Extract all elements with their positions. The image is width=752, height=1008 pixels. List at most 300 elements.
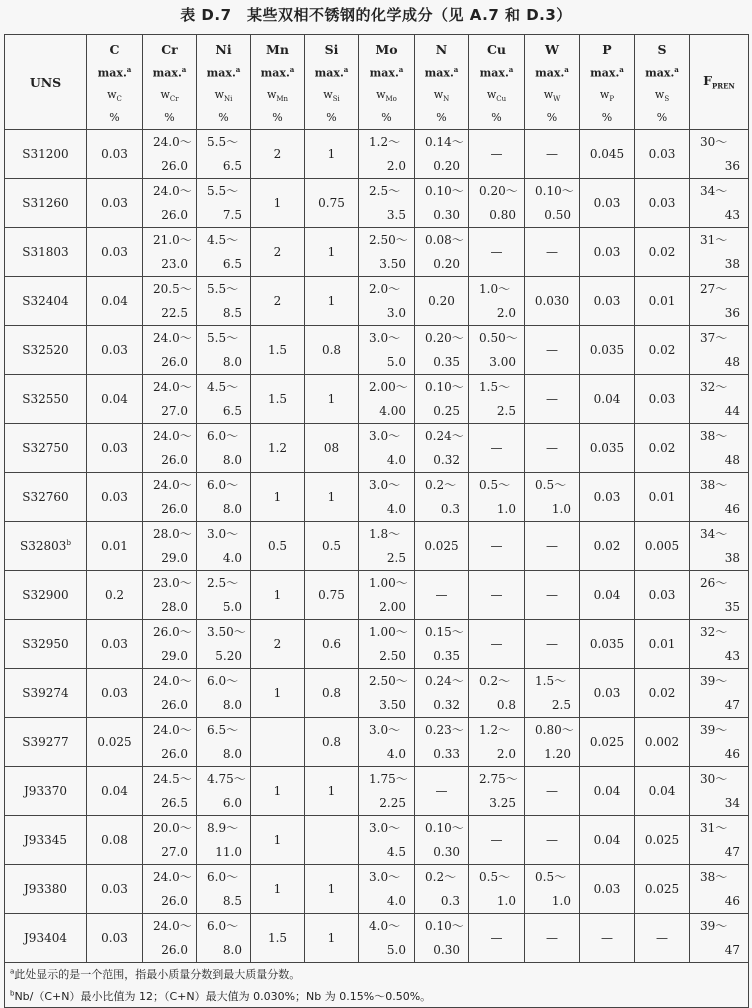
range-max: 4.0 — [386, 747, 406, 761]
range-min: 20.5～ — [153, 282, 192, 296]
range-max: 43 — [724, 208, 740, 222]
value-cell — [635, 375, 690, 424]
single-value: — — [546, 784, 558, 798]
value-cell — [359, 277, 415, 326]
range-min: 1.5～ — [535, 674, 567, 688]
value-cell — [635, 571, 690, 620]
value-cell — [415, 571, 469, 620]
col-symbol: W — [544, 42, 560, 58]
value-cell — [469, 522, 525, 571]
value-cell — [251, 767, 305, 816]
value-cell — [87, 571, 143, 620]
range-min: 34～ — [700, 184, 728, 198]
single-value: 0.03 — [101, 196, 128, 210]
w-symbol: w — [376, 87, 386, 101]
value-cell — [359, 375, 415, 424]
footnote-mark: b — [10, 989, 15, 998]
single-value: 0.035 — [589, 637, 625, 651]
single-value: 1.5 — [267, 931, 288, 945]
single-value: 1 — [273, 196, 282, 210]
value-cell — [580, 571, 635, 620]
value-cell — [305, 473, 359, 522]
range-max: 26.0 — [161, 453, 188, 467]
single-value: 2 — [273, 294, 282, 308]
range-min: 0.08～ — [425, 233, 464, 247]
col-unit: % — [436, 110, 447, 124]
range-max: 4.0 — [386, 894, 406, 908]
col-header-n — [415, 35, 469, 130]
single-value: 0.03 — [101, 931, 128, 945]
value-cell — [305, 375, 359, 424]
value-cell — [359, 326, 415, 375]
single-value: 0.02 — [593, 539, 621, 553]
table-row — [5, 130, 749, 179]
value-cell — [469, 473, 525, 522]
col-unit: % — [656, 110, 668, 124]
value-cell — [359, 130, 415, 179]
max-label: max. — [260, 66, 290, 80]
range-max: 43 — [724, 649, 740, 663]
range-max: 0.8 — [496, 698, 516, 712]
w-subscript: W — [553, 94, 561, 103]
w-subscript: Mn — [276, 94, 289, 103]
range-min: 2.00～ — [369, 380, 408, 394]
col-unit: % — [381, 110, 392, 124]
value-cell — [469, 424, 525, 473]
value-cell — [87, 277, 143, 326]
pren-header — [690, 35, 749, 130]
w-symbol: w — [433, 87, 444, 101]
value-cell — [525, 718, 580, 767]
table-row — [5, 718, 749, 767]
single-value: 0.03 — [101, 882, 128, 896]
range-min: 30～ — [700, 135, 728, 149]
range-max: 8.0 — [222, 943, 242, 957]
value-cell — [359, 571, 415, 620]
range-min: 24.0～ — [153, 135, 192, 149]
range-min: 0.5～ — [535, 870, 567, 884]
range-max: 8.5 — [222, 894, 242, 908]
w-subscript: Cr — [169, 94, 179, 103]
range-max: 4.5 — [386, 845, 406, 859]
range-max: 3.5 — [386, 208, 406, 222]
uns-code: S31200 — [22, 147, 69, 161]
range-min: 6.0～ — [207, 870, 239, 884]
uns-cell — [5, 326, 87, 375]
range-max: 5.20 — [215, 649, 242, 663]
value-cell — [197, 522, 251, 571]
value-cell — [525, 571, 580, 620]
range-min: 3.50～ — [207, 625, 246, 639]
value-cell — [143, 130, 197, 179]
value-cell — [525, 424, 580, 473]
value-cell — [580, 718, 635, 767]
value-cell — [415, 375, 469, 424]
range-max: 47 — [724, 698, 740, 712]
value-cell — [197, 326, 251, 375]
value-cell — [635, 228, 690, 277]
value-cell — [690, 326, 749, 375]
uns-code: J93380 — [24, 882, 67, 896]
value-cell — [635, 669, 690, 718]
pren-symbol: F — [703, 73, 713, 89]
range-max: 0.80 — [489, 208, 516, 222]
range-max: 23.0 — [161, 257, 188, 271]
single-value: 0.2 — [104, 588, 125, 602]
range-max: 26.0 — [161, 894, 188, 908]
uns-code: S32550 — [22, 392, 69, 406]
value-cell — [415, 914, 469, 963]
range-max: 4.00 — [379, 404, 406, 418]
range-min: 24.0～ — [153, 331, 192, 345]
single-value: 0.02 — [648, 686, 676, 700]
value-cell — [143, 326, 197, 375]
value-cell — [359, 816, 415, 865]
range-max: 6.5 — [222, 257, 242, 271]
range-max: 8.0 — [222, 355, 242, 369]
range-min: 37～ — [700, 331, 728, 345]
value-cell — [87, 473, 143, 522]
range-min: 27～ — [700, 282, 728, 296]
range-max: 48 — [724, 453, 740, 467]
col-symbol: N — [435, 42, 448, 58]
range-min: 5.5～ — [207, 135, 239, 149]
range-max: 5.0 — [386, 943, 406, 957]
value-cell — [143, 522, 197, 571]
single-value: 0.04 — [101, 294, 128, 308]
col-header-mn — [251, 35, 305, 130]
value-cell — [690, 277, 749, 326]
single-value: 0.8 — [321, 343, 342, 357]
col-symbol: Cr — [161, 42, 178, 58]
range-max: 34 — [724, 796, 740, 810]
value-cell — [469, 326, 525, 375]
col-header-ni — [197, 35, 251, 130]
range-min: 3.0～ — [369, 870, 401, 884]
single-value: 1 — [327, 147, 336, 161]
single-value: 08 — [323, 441, 340, 455]
w-symbol: w — [654, 87, 665, 101]
single-value: — — [490, 588, 503, 602]
range-max: 26.0 — [161, 943, 188, 957]
table-row — [5, 620, 749, 669]
value-cell — [197, 277, 251, 326]
value-cell — [305, 326, 359, 375]
range-min: 1.00～ — [369, 625, 408, 639]
value-cell — [251, 865, 305, 914]
range-min: 6.0～ — [207, 919, 239, 933]
range-max: 38 — [724, 257, 740, 271]
w-subscript: Ni — [224, 94, 233, 103]
table-row — [5, 522, 749, 571]
max-label: max. — [424, 66, 454, 80]
range-max: 1.0 — [551, 894, 571, 908]
value-cell — [690, 424, 749, 473]
range-min: 4.5～ — [207, 233, 239, 247]
uns-cell — [5, 816, 87, 865]
range-min: 0.23～ — [425, 723, 464, 737]
value-cell — [469, 767, 525, 816]
value-cell — [305, 130, 359, 179]
value-cell — [87, 326, 143, 375]
value-cell — [359, 865, 415, 914]
value-cell — [197, 179, 251, 228]
single-value: — — [490, 637, 503, 651]
value-cell — [580, 326, 635, 375]
single-value: — — [490, 833, 503, 847]
single-value: 2 — [273, 637, 282, 651]
range-max: 0.35 — [433, 355, 460, 369]
single-value: 0.01 — [648, 637, 676, 651]
uns-code: S32404 — [22, 294, 69, 308]
range-min: 4.0～ — [369, 919, 401, 933]
value-cell — [415, 424, 469, 473]
value-cell — [690, 130, 749, 179]
uns-cell — [5, 620, 87, 669]
value-cell — [635, 865, 690, 914]
value-cell — [87, 130, 143, 179]
range-min: 0.15～ — [425, 625, 464, 639]
value-cell — [580, 375, 635, 424]
range-min: 2.75～ — [479, 772, 518, 786]
single-value: 0.03 — [101, 441, 128, 455]
single-value: — — [546, 637, 558, 651]
value-cell — [690, 375, 749, 424]
footnote-mark: a — [453, 65, 459, 75]
single-value: 0.005 — [644, 539, 680, 553]
value-cell — [635, 816, 690, 865]
value-cell — [305, 620, 359, 669]
value-cell — [305, 228, 359, 277]
value-cell — [251, 326, 305, 375]
col-unit: % — [491, 110, 502, 124]
col-header-s — [635, 35, 690, 130]
single-value: 0.03 — [101, 245, 128, 259]
uns-cell — [5, 767, 87, 816]
value-cell — [635, 522, 690, 571]
value-cell — [415, 865, 469, 914]
range-max: 2.0 — [496, 747, 516, 761]
pren-subscript: PREN — [712, 81, 735, 91]
single-value: 0.035 — [589, 343, 625, 357]
max-label: max. — [97, 66, 127, 80]
range-max: 0.3 — [440, 894, 460, 908]
range-min: 3.0～ — [207, 527, 239, 541]
range-min: 38～ — [700, 429, 728, 443]
range-max: 0.30 — [433, 845, 460, 859]
uns-code: S32760 — [22, 490, 69, 504]
range-min: 3.0～ — [369, 821, 401, 835]
range-min: 2.50～ — [369, 674, 408, 688]
range-max: 38 — [724, 551, 740, 565]
value-cell — [635, 424, 690, 473]
table-row — [5, 865, 749, 914]
w-symbol: w — [214, 87, 225, 101]
range-min: 1.00～ — [369, 576, 408, 590]
value-cell — [415, 718, 469, 767]
range-min: 1.0～ — [479, 282, 511, 296]
single-value: — — [490, 931, 503, 945]
value-cell — [87, 718, 143, 767]
value-cell — [525, 816, 580, 865]
value-cell — [690, 179, 749, 228]
range-max: 7.5 — [222, 208, 242, 222]
value-cell — [580, 816, 635, 865]
table-row — [5, 424, 749, 473]
table-row — [5, 375, 749, 424]
single-value: 0.5 — [321, 539, 342, 553]
single-value: 0.5 — [267, 539, 288, 553]
value-cell — [251, 130, 305, 179]
header-row — [5, 35, 749, 130]
value-cell — [580, 424, 635, 473]
col-mass-fraction — [415, 88, 468, 103]
col-mass-fraction — [197, 88, 250, 103]
value-cell — [251, 620, 305, 669]
range-max: 4.0 — [222, 551, 242, 565]
range-min: 4.75～ — [207, 772, 246, 786]
range-max: 0.20 — [433, 257, 460, 271]
range-min: 5.5～ — [207, 331, 239, 345]
value-cell — [251, 718, 305, 767]
range-min: 24.0～ — [153, 870, 192, 884]
range-max: 0.30 — [433, 208, 460, 222]
value-cell — [415, 669, 469, 718]
range-min: 20.0～ — [153, 821, 192, 835]
range-min: 0.10～ — [535, 184, 574, 198]
value-cell — [359, 179, 415, 228]
single-value: 0.20 — [428, 294, 455, 308]
value-cell — [143, 669, 197, 718]
single-value: 0.01 — [648, 490, 676, 504]
range-max: 0.3 — [440, 502, 460, 516]
value-cell — [197, 767, 251, 816]
col-max — [305, 65, 358, 80]
range-min: 3.0～ — [369, 331, 401, 345]
col-max — [359, 65, 414, 80]
value-cell — [469, 179, 525, 228]
table-row — [5, 571, 749, 620]
range-max: 26.0 — [161, 355, 188, 369]
value-cell — [143, 816, 197, 865]
range-max: 46 — [724, 502, 740, 516]
range-max: 0.30 — [433, 943, 460, 957]
range-max: 6.5 — [222, 159, 242, 173]
uns-cell — [5, 914, 87, 963]
value-cell — [525, 767, 580, 816]
value-cell — [690, 865, 749, 914]
col-mass-fraction — [251, 88, 304, 103]
range-min: 6.0～ — [207, 674, 239, 688]
col-max — [469, 65, 524, 80]
value-cell — [690, 473, 749, 522]
single-value: — — [490, 539, 503, 553]
range-min: 3.0～ — [369, 429, 401, 443]
value-cell — [143, 375, 197, 424]
uns-code: J93345 — [24, 833, 67, 847]
single-value: 0.025 — [644, 882, 680, 896]
value-cell — [469, 816, 525, 865]
range-max: 1.0 — [496, 894, 516, 908]
single-value: 0.03 — [101, 147, 128, 161]
value-cell — [87, 179, 143, 228]
single-value: 0.04 — [593, 392, 621, 406]
single-value: 0.04 — [593, 784, 621, 798]
single-value: 1.5 — [267, 392, 288, 406]
single-value: 1 — [273, 686, 282, 700]
value-cell — [415, 326, 469, 375]
range-min: 0.5～ — [479, 870, 511, 884]
single-value: 0.025 — [644, 833, 680, 847]
value-cell — [525, 522, 580, 571]
uns-code: J93370 — [24, 784, 67, 798]
value-cell — [690, 718, 749, 767]
value-cell — [87, 620, 143, 669]
range-min: 2.0～ — [369, 282, 401, 296]
range-max: 46 — [724, 747, 740, 761]
range-min: 32～ — [700, 625, 728, 639]
range-max: 0.50 — [544, 208, 571, 222]
value-cell — [690, 816, 749, 865]
single-value: 0.03 — [101, 637, 128, 651]
uns-cell — [5, 179, 87, 228]
footnote-mark: a — [126, 65, 132, 75]
col-symbol: Ni — [215, 42, 232, 58]
single-value: 0.03 — [593, 294, 621, 308]
uns-code: S32750 — [22, 441, 69, 455]
range-max: 47 — [724, 943, 740, 957]
max-label: max. — [206, 66, 236, 80]
value-cell — [251, 522, 305, 571]
single-value: 1 — [273, 882, 282, 896]
range-min: 0.10～ — [425, 821, 464, 835]
value-cell — [415, 620, 469, 669]
single-value: 0.01 — [648, 294, 676, 308]
single-value: 0.025 — [424, 539, 459, 553]
w-subscript: Cu — [496, 94, 507, 103]
value-cell — [469, 620, 525, 669]
table-row — [5, 669, 749, 718]
range-max: 1.0 — [551, 502, 571, 516]
range-min: 21.0～ — [153, 233, 192, 247]
footnote — [5, 963, 749, 986]
value-cell — [469, 228, 525, 277]
range-min: 1.5～ — [479, 380, 511, 394]
single-value: — — [546, 245, 558, 259]
uns-cell — [5, 473, 87, 522]
value-cell — [251, 914, 305, 963]
value-cell — [251, 816, 305, 865]
single-value: — — [546, 588, 558, 602]
single-value: 0.02 — [648, 245, 676, 259]
footnote-text: Nb/（C+N）最小比值为 12；（C+N）最大值为 0.030%；Nb 为 0.15%～0.50%。 — [14, 990, 432, 1003]
uns-cell — [5, 669, 87, 718]
table-row — [5, 228, 749, 277]
single-value: — — [546, 539, 558, 553]
single-value: 1 — [273, 490, 282, 504]
col-header-c — [87, 35, 143, 130]
range-max: 0.32 — [433, 453, 460, 467]
range-min: 24.0～ — [153, 380, 192, 394]
value-cell — [251, 277, 305, 326]
uns-code: J93404 — [24, 931, 67, 945]
col-header-si — [305, 35, 359, 130]
value-cell — [469, 669, 525, 718]
uns-code: S39277 — [22, 735, 69, 749]
value-cell — [635, 767, 690, 816]
value-cell — [197, 424, 251, 473]
value-cell — [635, 620, 690, 669]
